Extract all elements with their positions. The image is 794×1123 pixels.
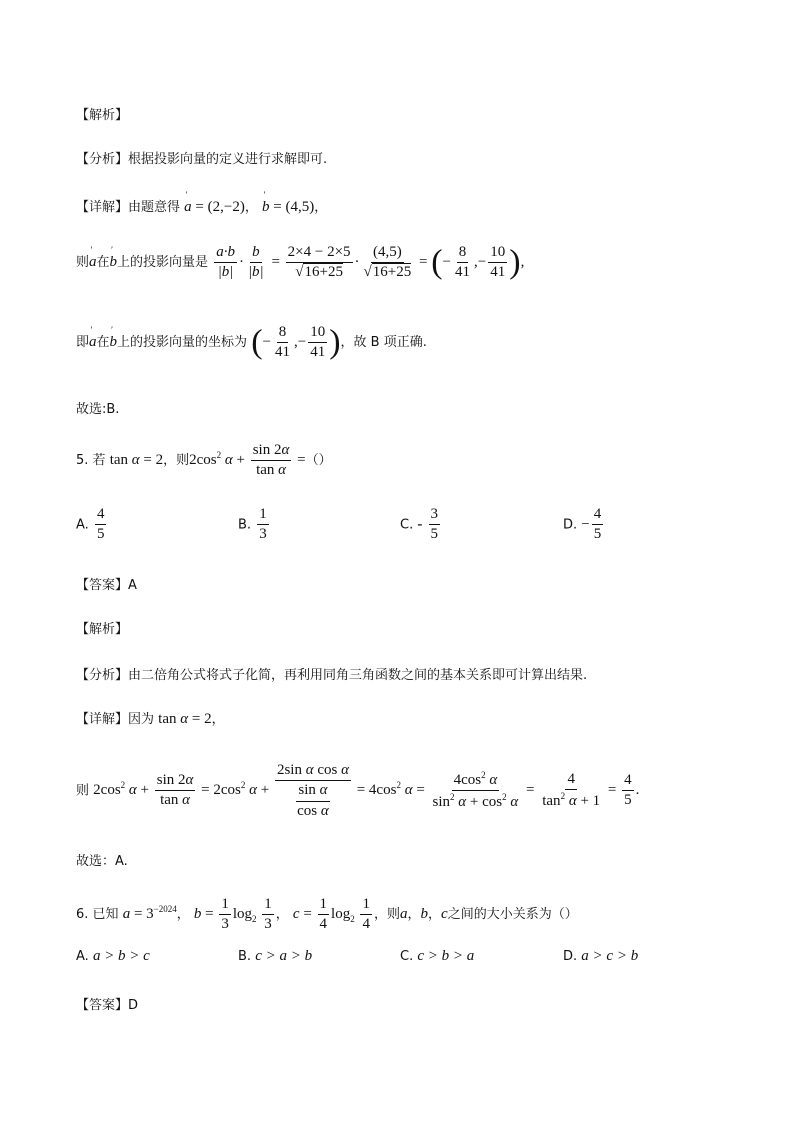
ji-text: 即 — [76, 335, 90, 351]
coordinate-line — [76, 324, 427, 362]
coord-value: (− $\frac{8}{41}$ ,− $\frac{10}{41}$ ) — [251, 323, 341, 361]
vec-b: ' b — [110, 254, 118, 271]
q5-expression: $2\cos^2$ α + $\frac{\sin 2\alpha}{\text{tan α}}$ = — [189, 442, 306, 479]
q5-then: ，则 — [163, 453, 190, 469]
q5-derivation-formula: $2\cos^2$ α + $\frac{\sin 2\alpha}{\text{tan α}}$ = $2\cos^2$ α + $\frac{\text{2sin α cos α}}{\frac{\text{sin α}}{\text{cos α}}}$ = $4\cos^2$ α = $\frac{4\cos^2 \alpha}{\sin^2 \alpha + \cos^2 \alpha}$ = $\frac{4}{\tan^2 \alpha + 1}$ = $\frac{4}{5}$ . — [93, 762, 640, 819]
question-6: 6. 已知 $a = 3^{-2024}$， b = $\frac{1}{3}$ $\log_2$ $\frac{1}{3}$ ， c = $\frac{1}{4}$ $\log_2$ $\frac{1}{4}$ ，则a，b，c之间的大小关系为（） — [76, 896, 578, 933]
q5-ze: 则 — [76, 783, 90, 799]
q5-option-c[interactable]: C. - $\frac{3}{5}$ — [400, 506, 438, 543]
then-text: 则 — [76, 255, 90, 271]
vec-a: ' a — [89, 254, 97, 271]
q6-option-c[interactable]: C. c > b > a — [400, 948, 475, 964]
q6-number: 6. 已知 — [76, 907, 119, 923]
q5-derivation — [76, 762, 639, 820]
q6-option-a[interactable]: A. a > b > c — [76, 948, 150, 964]
on-text: 在 — [96, 255, 110, 271]
q5-analysis-heading: 【解析】 — [76, 622, 129, 637]
detail-pre: 由题意得 — [128, 200, 181, 215]
q5-detail-label: 【详解】因为 — [76, 712, 155, 727]
q6-vars: a — [399, 906, 408, 923]
vec-b-2: ' b — [110, 334, 118, 351]
coord-text: 上的投影向量的坐标为 — [117, 335, 248, 351]
q6-c-def: c = $\frac{1}{4}$ $\log_2$ $\frac{1}{4}$ — [292, 896, 370, 933]
detail-label: 【详解】 — [76, 200, 129, 215]
q5-number: 5. 若 — [76, 453, 106, 469]
vector-a-equation: ' a = (2,−2) — [184, 199, 245, 215]
q6-option-b[interactable]: B. c > a > b — [238, 948, 313, 964]
on-text-2: 在 — [96, 335, 110, 351]
q5-option-d[interactable]: D. − $\frac{4}{5}$ — [563, 506, 602, 543]
q6-option-d[interactable]: D. a > c > b — [563, 948, 639, 964]
q5-detail: 【详解】因为 tan α = 2， — [76, 711, 225, 727]
projection-text: 上的投影向量是 — [117, 255, 209, 271]
b-correct-text: ，故 B 项正确. — [340, 335, 427, 351]
detail-line: 【详解】由题意得 ' a = (2,−2)， ' b = (4,5)， — [76, 196, 327, 216]
analysis-heading: 【解析】 — [76, 108, 129, 123]
fenxi-text: 根据投影向量的定义进行求解即可. — [128, 152, 328, 167]
q5-choose: 故选：A. — [76, 854, 128, 869]
vec-a-2: ' a — [89, 334, 97, 351]
q6-answer: 【答案】D — [76, 998, 139, 1013]
q5-condition: tan α = 2 — [109, 452, 164, 469]
vector-b-equation: ' b = (4,5) — [262, 199, 314, 215]
projection-line — [76, 244, 524, 282]
q6-relation-text: 之间的大小关系为（） — [447, 907, 578, 923]
analysis-line — [76, 148, 327, 167]
q6-then: ，则 — [373, 907, 400, 923]
q5-option-a[interactable]: A. $\frac{4}{5}$ — [76, 506, 105, 543]
q5-paren: （） — [305, 453, 332, 469]
answer-b: 故选:B. — [76, 402, 120, 417]
fenxi-label: 【分析】 — [76, 152, 129, 167]
q5-tan-value: tan α = 2 — [158, 711, 212, 727]
question-5 — [76, 442, 332, 480]
projection-formula: $\frac{a\cdot b}{|b|}$ · $\frac{b}{|b|}$ = $\frac{2\times 4 - 2\times 5}{√16+25}$ · $\frac{(4,5)}{√16+25}$ = (− $\frac{8}{41}$ ,− $\frac{10}{41}$ ), — [216, 243, 525, 281]
q5-analysis-text: 【分析】由二倍角公式将式子化简，再利用同角三角函数之间的基本关系即可计算出结果. — [76, 668, 588, 683]
q6-b-def: b = $\frac{1}{3}$ $\log_2$ $\frac{1}{3}$ — [193, 896, 272, 933]
q5-answer: 【答案】A — [76, 578, 137, 593]
q6-a-def: $a = 3^{-2024}$ — [122, 904, 177, 923]
q5-option-b[interactable]: B. $\frac{1}{3}$ — [238, 506, 267, 543]
